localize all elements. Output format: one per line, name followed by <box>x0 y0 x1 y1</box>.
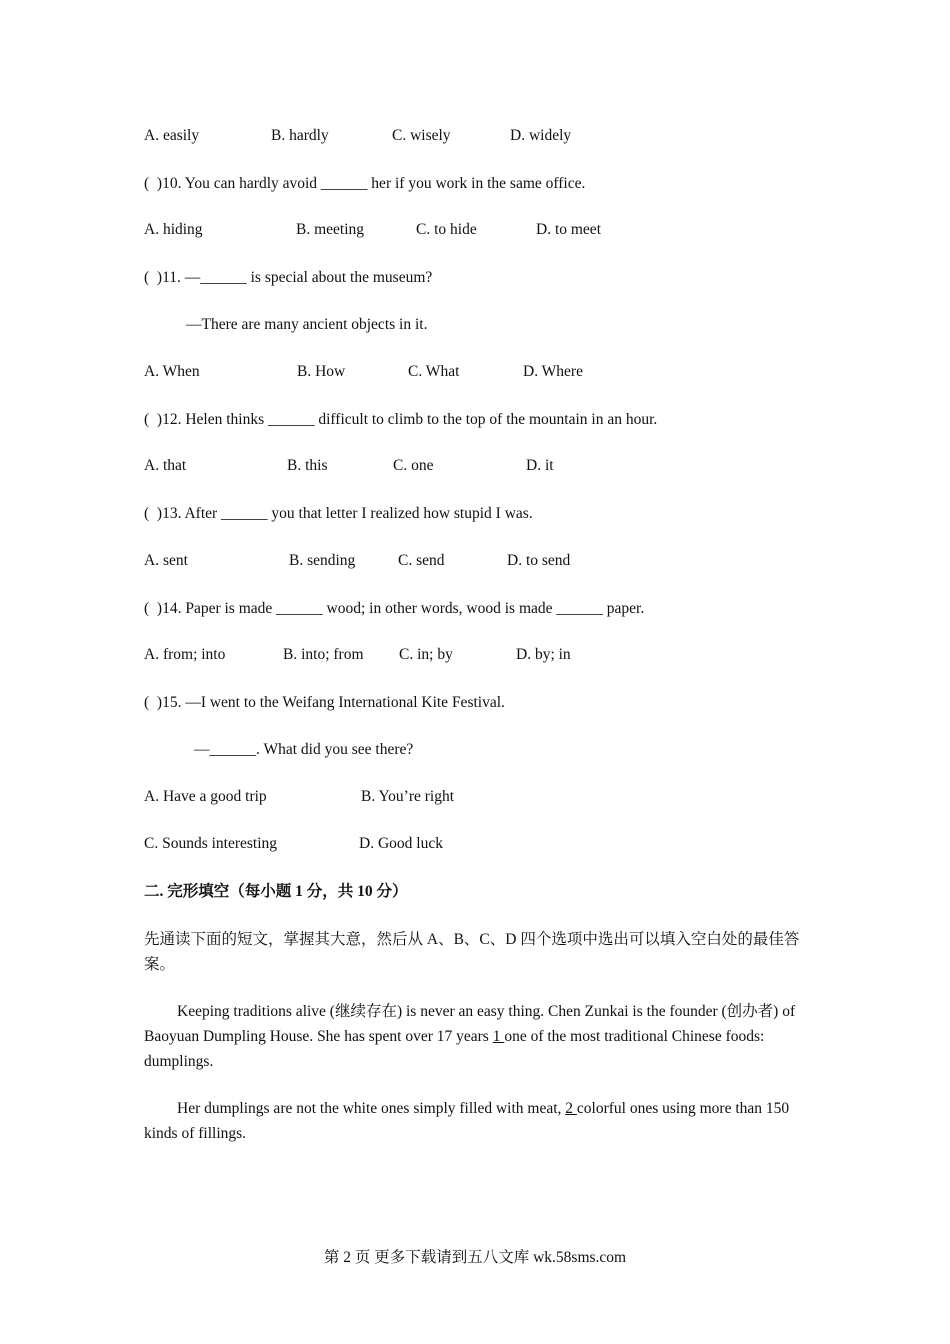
q10-option-c: C. to hide <box>416 221 477 238</box>
passage-1-text-b: one of the most traditional Chinese foods: dumplings. <box>144 1028 765 1070</box>
q11-reply: —There are many ancient objects in it. <box>186 316 428 333</box>
q10-option-a: A. hiding <box>144 221 203 238</box>
q10-option-d: D. to meet <box>536 221 601 238</box>
q15-reply: —______. What did you see there? <box>194 741 414 758</box>
q15-option-d: D. Good luck <box>359 835 443 852</box>
blank-2: 2 <box>565 1100 577 1117</box>
q15-stem: ( )15. —I went to the Weifang International Kite Festival. <box>144 694 505 711</box>
q14-option-c: C. in; by <box>399 646 453 663</box>
q12-option-b: B. this <box>287 457 328 474</box>
page-footer: 第 2 页 更多下载请到五八文库 wk.58sms.com <box>323 1249 627 1266</box>
passage-paragraph-1 <box>144 999 809 1074</box>
q12-option-a: A. that <box>144 457 187 474</box>
passage-2-text-a: Her dumplings are not the white ones simply filled with meat, <box>177 1100 566 1117</box>
q11-stem: ( )11. —______ is special about the museum? <box>144 269 433 286</box>
q14-stem: ( )14. Paper is made ______ wood; in other words, wood is made ______ paper. <box>144 600 645 617</box>
passage-1-text-a: Keeping traditions alive (继续存在) is never an easy thing. Chen Zunkai is the founder (创办者) of Baoyuan Dumpling House. She has spent over 17 years <box>144 1003 796 1045</box>
q14-option-b: B. into; from <box>283 646 364 663</box>
q12-stem: ( )12. Helen thinks ______ difficult to climb to the top of the mountain in an hour. <box>144 411 658 428</box>
q10-stem: ( )10. You can hardly avoid ______ her if you work in the same office. <box>144 175 586 192</box>
passage-2-text-b: colorful ones using more than 150 kinds of fillings. <box>144 1100 790 1142</box>
q11-option-c: C. What <box>408 363 460 380</box>
q15-option-a: A. Have a good trip <box>144 788 267 805</box>
q13-option-a: A. sent <box>144 552 188 569</box>
q9-option-a: A. easily <box>144 127 200 144</box>
q9-option-c: C. wisely <box>392 127 451 144</box>
section-instruction: 先通读下面的短文，掌握其大意，然后从 A、B、C、D 四个选项中选出可以填入空白处的最佳答案。 <box>144 931 800 973</box>
q14-option-d: D. by; in <box>516 646 571 663</box>
q11-option-a: A. When <box>144 363 200 380</box>
q13-option-d: D. to send <box>507 552 571 569</box>
passage-paragraph-2 <box>144 1096 809 1146</box>
q13-option-c: C. send <box>398 552 445 569</box>
q10-option-b: B. meeting <box>296 221 365 238</box>
q11-option-b: B. How <box>297 363 346 380</box>
q9-option-b: B. hardly <box>271 127 329 144</box>
blank-1: 1 <box>492 1028 505 1045</box>
q13-stem: ( )13. After ______ you that letter I realized how stupid I was. <box>144 505 533 522</box>
q11-option-d: D. Where <box>523 363 583 380</box>
q13-option-b: B. sending <box>289 552 356 569</box>
q15-option-c: C. Sounds interesting <box>144 835 278 852</box>
q12-option-d: D. it <box>526 457 554 474</box>
q9-option-d: D. widely <box>510 127 572 144</box>
section-heading: 二. 完形填空（每小题 1 分，共 10 分） <box>144 883 408 900</box>
q14-option-a: A. from; into <box>144 646 226 663</box>
q15-option-b: B. You’re right <box>361 788 455 805</box>
q12-option-c: C. one <box>393 457 434 474</box>
